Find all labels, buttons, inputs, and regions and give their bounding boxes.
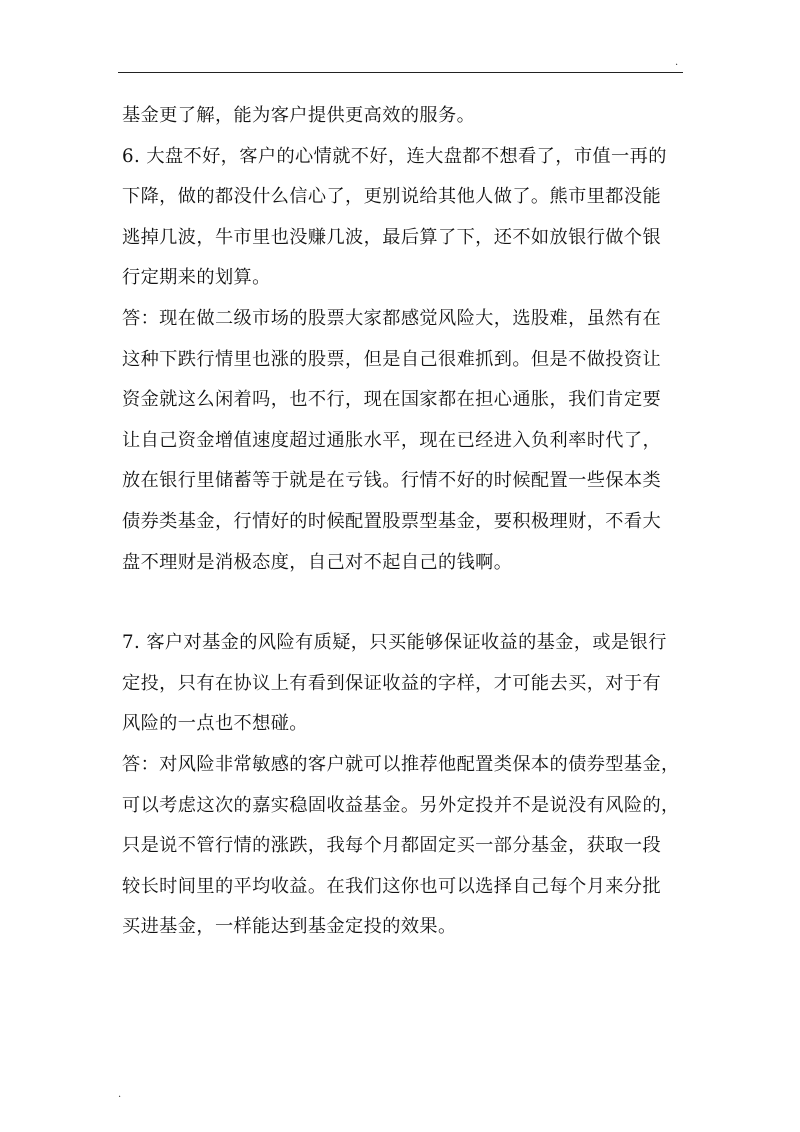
paragraph-spacer [122, 583, 684, 623]
text-line: 这种下跌行情里也涨的股票，但是自己很难抓到。但是不做投资让 [122, 348, 662, 370]
text-line: 答：对风险非常敏感的客户就可以推荐他配置类保本的债券型基金， [122, 753, 680, 775]
text-line: 下降，做的都没什么信心了，更别说给其他人做了。熊市里都没能 [122, 186, 662, 208]
text-line: 债券类基金，行情好的时候配置股票型基金，要积极理财，不看大 [122, 510, 662, 532]
question-6 [122, 137, 684, 299]
text-line: 资金就这么闲着吗，也不行，现在国家都在担心通胀，我们肯定要 [122, 389, 662, 411]
text-line: 行定期来的划算。 [122, 267, 271, 289]
text-line: 只是说不管行情的涨跌，我每个月都固定买一部分基金，获取一段 [122, 835, 662, 857]
text-line: 盘不理财是消极态度，自己对不起自己的钱啊。 [122, 551, 513, 573]
text-line: 买进基金，一样能达到基金定投的效果。 [122, 916, 457, 938]
text-line: 答：现在做二级市场的股票大家都感觉风险大，选股难，虽然有在 [122, 307, 662, 329]
answer-6 [122, 299, 684, 583]
paragraph-continuation [122, 96, 684, 137]
text-line: 风险的一点也不想碰。 [122, 713, 308, 735]
text-line: 较长时间里的平均收益。在我们这你也可以选择自己每个月来分批 [122, 875, 662, 897]
text-line: 放在银行里储蓄等于就是在亏钱。行情不好的时候配置一些保本类 [122, 470, 662, 492]
text-line: 基金更了解，能为客户提供更高效的服务。 [122, 105, 476, 126]
text-line: 定投，只有在协议上有看到保证收益的字样，才可能去买，对于有 [122, 672, 662, 694]
answer-7 [122, 745, 684, 948]
header-rule [118, 72, 683, 73]
question-7 [122, 623, 684, 745]
footer-mark: . [118, 1089, 122, 1100]
text-line: 让自己资金增值速度超过通胀水平，现在已经进入负利率时代了， [122, 429, 662, 451]
header-mark: . [675, 57, 679, 68]
text-line: 7. 客户对基金的风险有质疑，只买能够保证收益的基金，或是银行 [122, 632, 667, 654]
text-line: 6. 大盘不好，客户的心情就不好，连大盘都不想看了，市值一再的 [122, 145, 667, 167]
document-body [122, 96, 684, 948]
text-line: 可以考虑这次的嘉实稳固收益基金。另外定投并不是说没有风险的， [122, 794, 680, 816]
text-line: 逃掉几波，牛市里也没赚几波，最后算了下，还不如放银行做个银 [122, 226, 662, 248]
